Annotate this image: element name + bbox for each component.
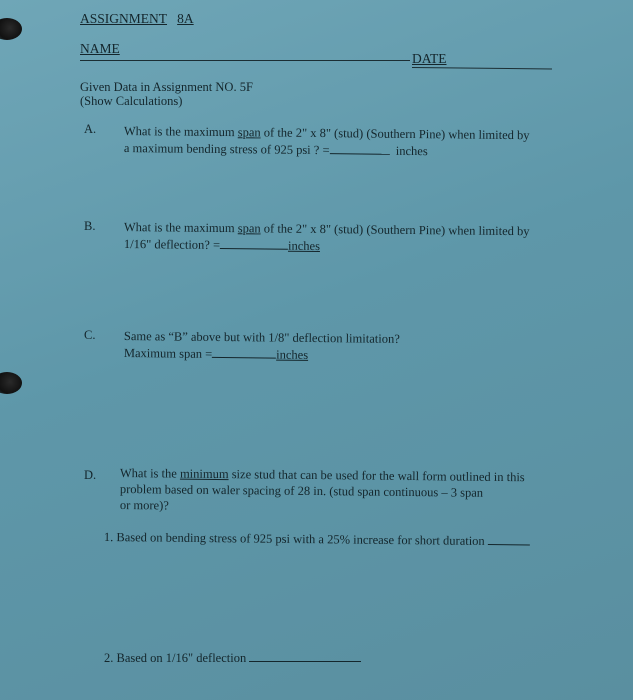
question-d-letter: D. [84, 468, 97, 482]
punch-hole-top [0, 18, 22, 40]
question-b-line1: What is the maximum span of the 2" x 8" (stud) (Southern Pine) when limited by [123, 220, 530, 239]
name-line [80, 60, 410, 61]
question-a-line2: a maximum bending stress of 925 psi ? = inches [123, 140, 428, 159]
question-c-letter: C. [84, 328, 96, 342]
question-a-letter: A. [84, 122, 97, 136]
question-d-line3: or more)? [119, 498, 169, 513]
answer-d1-blank[interactable] [488, 533, 530, 545]
question-d-line1: What is the minimum size stud that can be used for the wall form outlined in this [119, 466, 525, 485]
date-line [412, 67, 552, 69]
question-d-part2: 2. Based on 1/16" deflection [104, 650, 361, 665]
question-a-line1: What is the maximum span of the 2" x 8" (stud) (Southern Pine) when limited by [123, 124, 530, 143]
question-d-part1: 1. Based on bending stress of 925 psi with a 25% increase for short duration [104, 529, 530, 548]
assignment-title: ASSIGNMENT 8A [80, 11, 194, 26]
question-b-letter: B. [84, 219, 96, 233]
question-c-line2: Maximum span = inches [123, 345, 309, 362]
name-label: NAME [80, 41, 120, 56]
question-b-line2: 1/16" deflection? = inches [123, 236, 321, 254]
show-calculations: (Show Calculations) [80, 94, 183, 108]
answer-b-blank[interactable] [220, 237, 288, 250]
answer-d2-blank[interactable] [249, 650, 361, 662]
question-c-line1: Same as “B” above but with 1/8" deflection limitation? [123, 329, 400, 346]
answer-c-blank[interactable] [212, 346, 276, 359]
punch-hole-middle [0, 372, 22, 394]
date-label: DATE [412, 51, 447, 66]
question-d-line2: problem based on waler spacing of 28 in. (stud span continuous – 3 span [119, 482, 484, 500]
given-data: Given Data in Assignment NO. 5F [80, 80, 253, 94]
answer-a-blank[interactable] [330, 142, 390, 155]
